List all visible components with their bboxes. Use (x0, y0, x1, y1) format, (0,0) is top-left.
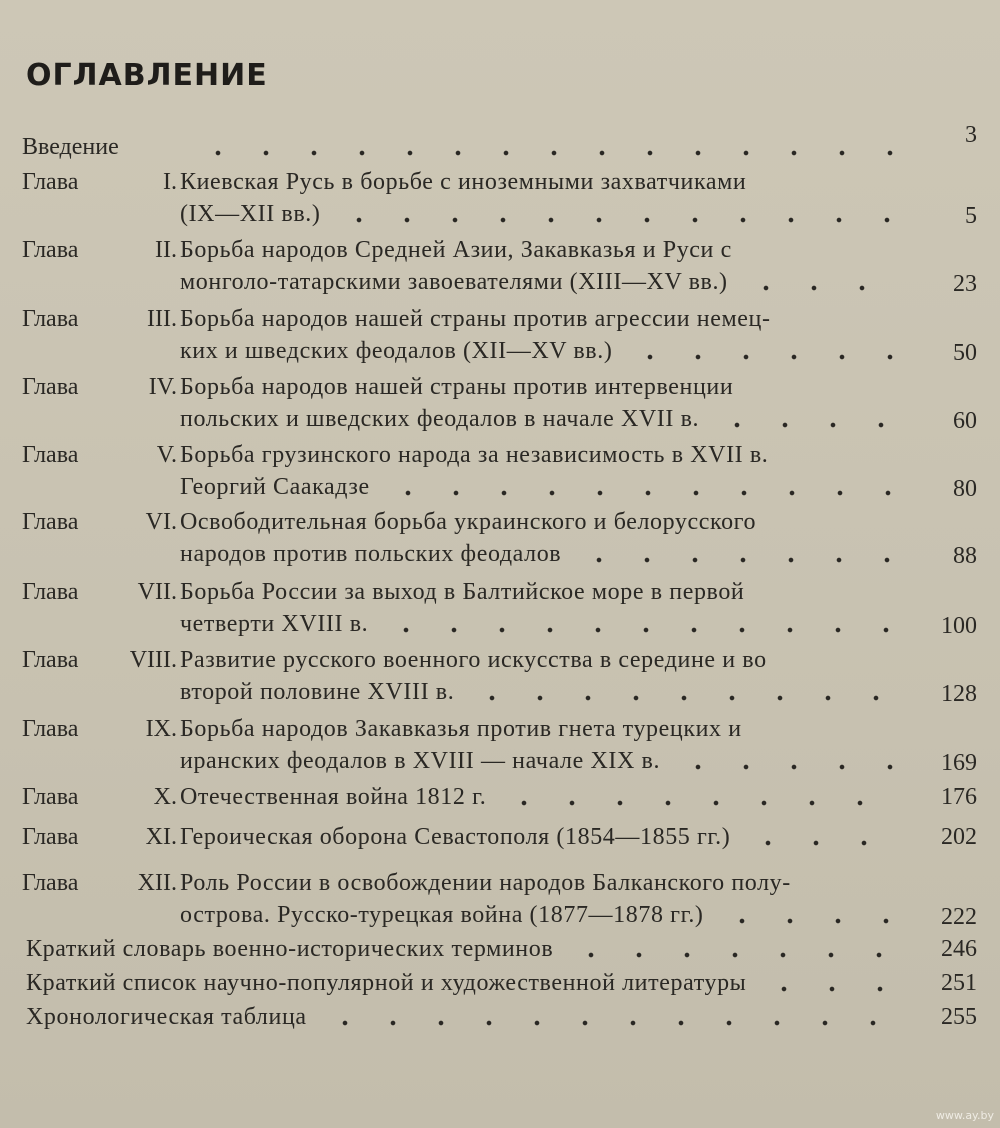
leader-dots (660, 748, 902, 776)
entry-title (180, 712, 910, 776)
chapter-word: Глава (22, 374, 79, 400)
entry-title-line (180, 866, 910, 898)
entry-title (180, 165, 910, 229)
leader-dots (486, 784, 902, 812)
entry-text: Киевская Русь в борьбе с иноземными захватчиками (180, 169, 747, 195)
entry-title (26, 932, 911, 964)
entry-title-line (180, 780, 910, 812)
leader-dots (561, 541, 902, 569)
entry-text: Освободительная борьба украинского и белорусского (180, 509, 757, 535)
entry-title (26, 1000, 911, 1032)
entry-title (180, 643, 910, 707)
entry-title-line (180, 302, 910, 334)
entry-title (180, 820, 910, 852)
entry-title-line (180, 402, 910, 434)
chapter-word: Глава (22, 716, 79, 742)
entry-text: Краткий список научно-популярной и художественной литературы (26, 970, 747, 996)
leader-dots (704, 902, 902, 930)
entry-title-line (180, 607, 910, 639)
chapter-number: VIII. (129, 647, 177, 673)
entry-text: иранских феодалов в XVIII — начале XIX в. (180, 748, 661, 774)
entry-text: Борьба народов Закавказья против гнета турецких и (180, 716, 742, 742)
leader-dots (612, 338, 902, 366)
leader-dots (180, 134, 902, 162)
entry-title (180, 233, 910, 297)
entry-title-line (180, 197, 910, 229)
entry-text: Героическая оборона Севастополя (1854—1855 гг.) (180, 824, 731, 850)
entry-text: Борьба народов нашей страны против интервенции (180, 374, 734, 400)
entry-text: Хронологическая таблица (26, 1004, 307, 1030)
chapter-word: Глава (22, 442, 79, 468)
entry-text: ких и шведских феодалов (XII—XV вв.) (180, 338, 613, 364)
page-number: 246 (941, 936, 977, 962)
entry-title (180, 575, 910, 639)
entry-text: народов против польских феодалов (180, 541, 562, 567)
page-number: 60 (953, 408, 977, 434)
entry-text: Развитие русского военного искусства в середине и во (180, 647, 767, 673)
entry-title-line (180, 265, 910, 297)
entry-title (180, 438, 910, 502)
chapter-number: III. (147, 306, 177, 332)
entry-text: (IX—XII вв.) (180, 201, 321, 227)
entry-text: Роль России в освобождении народов Балканского полу- (180, 870, 791, 896)
entry-text: Борьба грузинского народа за независимость в XVII в. (180, 442, 769, 468)
chapter-word: Глава (22, 579, 79, 605)
leader-dots (454, 679, 902, 707)
page-number: 80 (953, 476, 977, 502)
leader-dots (746, 970, 903, 998)
chapter-number: II. (155, 237, 177, 263)
entry-text: второй половине XVIII в. (180, 679, 455, 705)
chapter-number: XII. (137, 870, 177, 896)
page-number: 3 (965, 122, 977, 148)
page-number: 251 (941, 970, 977, 996)
entry-text: острова. Русско-турецкая война (1877—1878 гг.) (180, 902, 704, 928)
entry-text: Борьба народов Средней Азии, Закавказья и Руси с (180, 237, 732, 263)
leader-dots (730, 824, 902, 852)
page-number: 255 (941, 1004, 977, 1030)
chapter-number: VII. (137, 579, 177, 605)
chapter-number: VI. (145, 509, 177, 535)
entry-title-line (180, 537, 910, 569)
entry-title-line (180, 712, 910, 744)
page-number: 176 (941, 784, 977, 810)
page-number: 88 (953, 543, 977, 569)
page-title: ОГЛАВЛЕНИЕ (26, 58, 268, 93)
entry-title-line (180, 675, 910, 707)
page-number: 5 (965, 203, 977, 229)
entry-text: четверти XVIII в. (180, 611, 369, 637)
entry-title (180, 866, 910, 930)
chapter-number: X. (153, 784, 177, 810)
page-number: 50 (953, 340, 977, 366)
entry-title-line (26, 1000, 911, 1032)
chapter-number: XI. (145, 824, 177, 850)
entry-title-line (180, 370, 910, 402)
entry-title-line (26, 966, 911, 998)
leader-dots (368, 611, 902, 639)
entry-title-line (180, 438, 910, 470)
chapter-word: Введение (22, 134, 119, 160)
page-number: 202 (941, 824, 977, 850)
leader-dots (307, 1004, 903, 1032)
page-number: 23 (953, 271, 977, 297)
entry-text: Краткий словарь военно-исторических терминов (26, 936, 554, 962)
chapter-word: Глава (22, 870, 79, 896)
entry-title-line (180, 744, 910, 776)
chapter-word: Глава (22, 509, 79, 535)
entry-title (26, 966, 911, 998)
entry-title (180, 505, 910, 569)
entry-title-line (180, 575, 910, 607)
entry-title (180, 780, 910, 812)
chapter-word: Глава (22, 647, 79, 673)
entry-title-line (180, 820, 910, 852)
entry-text: монголо-татарскими завоевателями (XIII—XV вв.) (180, 269, 728, 295)
entry-title (180, 130, 910, 162)
entry-title-line (180, 470, 910, 502)
entry-text: Борьба России за выход в Балтийское море в первой (180, 579, 745, 605)
chapter-number: IV. (148, 374, 177, 400)
page-number: 100 (941, 613, 977, 639)
entry-title-line (180, 898, 910, 930)
page-number: 222 (941, 904, 977, 930)
chapter-number: V. (156, 442, 177, 468)
entry-title-line (180, 130, 910, 162)
chapter-word: Глава (22, 237, 79, 263)
entry-text: польских и шведских феодалов в начале XVII в. (180, 406, 700, 432)
leader-dots (699, 406, 902, 434)
entry-text: Георгий Саакадзе (180, 474, 370, 500)
entry-title-line (180, 334, 910, 366)
leader-dots (553, 936, 903, 964)
entry-title-line (26, 932, 911, 964)
leader-dots (370, 474, 902, 502)
chapter-word: Глава (22, 824, 79, 850)
chapter-number: I. (163, 169, 177, 195)
entry-title-line (180, 505, 910, 537)
page-number: 128 (941, 681, 977, 707)
entry-text: Отечественная война 1812 г. (180, 784, 487, 810)
chapter-number: IX. (145, 716, 177, 742)
leader-dots (728, 269, 902, 297)
entry-title-line (180, 233, 910, 265)
watermark: www.ay.by (935, 1109, 994, 1122)
chapter-word: Глава (22, 169, 79, 195)
entry-title (180, 370, 910, 434)
entry-title-line (180, 643, 910, 675)
chapter-word: Глава (22, 306, 79, 332)
entry-text: Борьба народов нашей страны против агрессии немец- (180, 306, 771, 332)
entry-title (180, 302, 910, 366)
entry-title-line (180, 165, 910, 197)
page-number: 169 (941, 750, 977, 776)
chapter-word: Глава (22, 784, 79, 810)
leader-dots (321, 201, 902, 229)
